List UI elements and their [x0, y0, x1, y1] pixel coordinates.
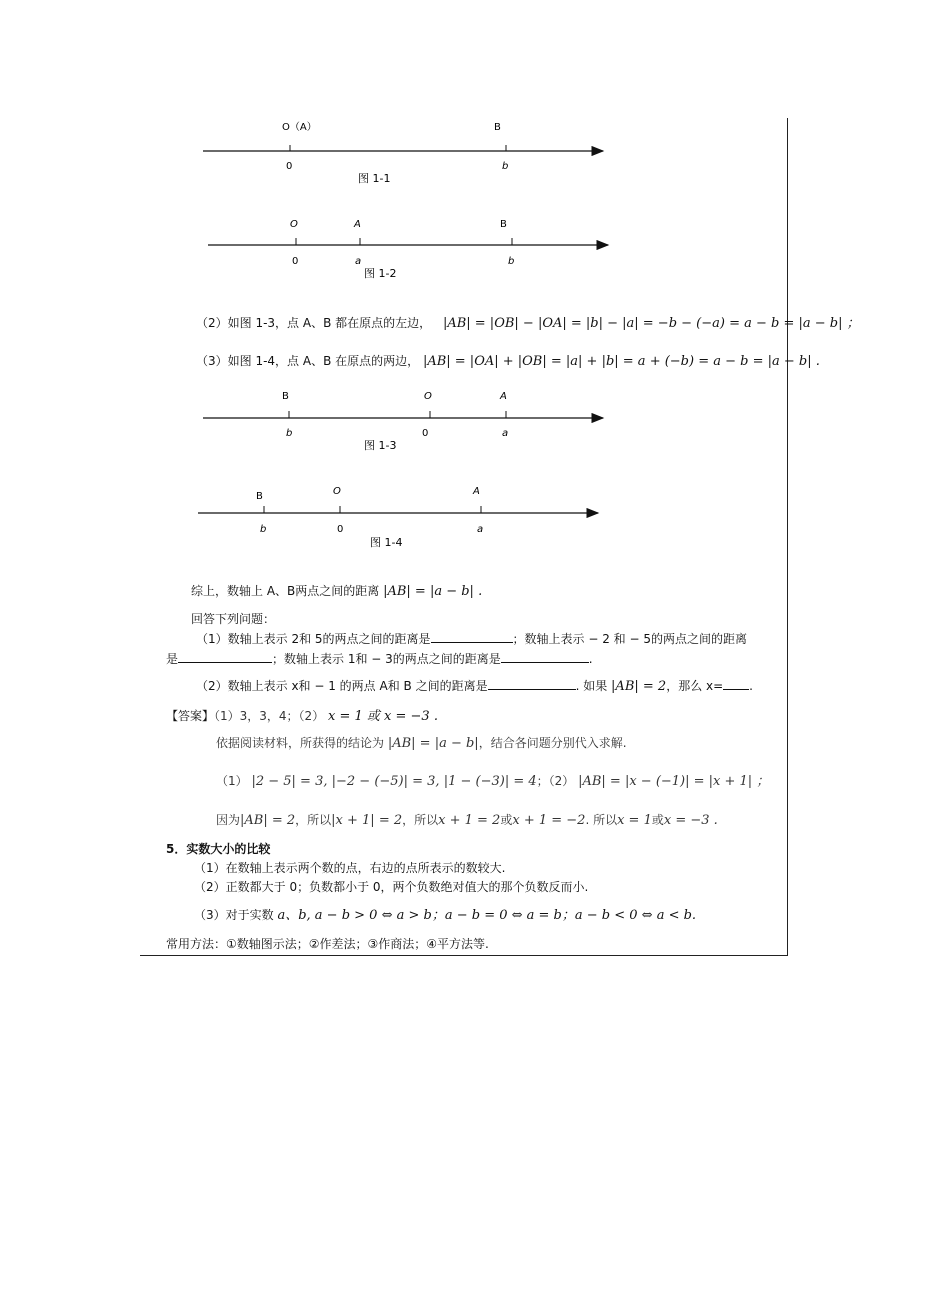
number-line-figures	[0, 0, 927, 600]
questions-intro: 回答下列问题：	[191, 612, 276, 626]
figure-1-4	[198, 486, 598, 549]
answer-calc-2: |AB| = |x − (−1)| = |x + 1| ；	[578, 774, 770, 789]
point-value: a	[502, 428, 509, 439]
because-text: ，所以	[295, 813, 332, 827]
point-value: a	[477, 524, 484, 535]
point-label: A	[473, 486, 480, 497]
point-value: a	[355, 256, 362, 267]
case-3-line	[196, 352, 820, 371]
point-value: 0	[422, 428, 429, 439]
summary-line	[191, 582, 482, 601]
case-2-formula: |AB| = |OB| − |OA| = |b| − |a| = −b − (−a) = a − b = |a − b| ；	[442, 316, 860, 331]
because-text: 因为	[216, 813, 241, 827]
answer-formula: x = 1 或 x = −3 .	[328, 709, 438, 724]
answer-label: 【答案】	[166, 709, 215, 723]
because-formula: x = −3 .	[663, 813, 718, 828]
figure-caption: 图 1-1	[358, 172, 391, 185]
point-label: A	[500, 391, 507, 402]
answer-explain-a: 依据阅读材料，所获得的结论为	[216, 736, 385, 750]
section-5-rule-3	[194, 906, 696, 925]
because-formula: x = 1	[617, 813, 652, 828]
point-value: b	[286, 428, 293, 439]
because-text: ，所以	[402, 813, 439, 827]
point-label: O（A）	[282, 122, 317, 133]
answer-blank[interactable]	[178, 650, 272, 663]
answer-explain-line	[216, 734, 627, 753]
answer-calc-1: |2 − 5| = 3, |−2 − (−5)| = 3, |1 − (−3)| = 4	[251, 774, 537, 789]
point-label: O	[333, 486, 341, 497]
answer-text: （1）3，3，4；（2）	[214, 709, 325, 723]
answer-blank[interactable]	[431, 630, 513, 643]
figure-caption: 图 1-2	[364, 267, 397, 280]
answer-blank[interactable]	[723, 677, 749, 690]
answer-blank[interactable]	[501, 650, 589, 663]
question-1-text-d: ；数轴上表示 1和 − 3的两点之间的距离是	[272, 652, 501, 666]
point-value: b	[260, 524, 267, 535]
question-1-line-2	[166, 650, 593, 668]
figure-1-2	[208, 219, 608, 280]
answer-explain-formula: |AB| = |a − b|	[387, 736, 479, 751]
point-label: B	[494, 122, 501, 133]
because-formula: |x + 1| = 2	[331, 813, 403, 828]
question-1-text-e: .	[588, 652, 593, 666]
section-5-methods: 常用方法：①数轴图示法；②作差法；③作商法；④平方法等.	[166, 937, 489, 951]
question-2-line	[196, 677, 753, 696]
because-formula: x + 1 = 2	[438, 813, 501, 828]
point-value: b	[502, 161, 509, 172]
case-3-formula: |AB| = |OA| + |OB| = |a| + |b| = a + (−b) = a − b = |a − b| .	[422, 354, 820, 369]
figure-caption: 图 1-4	[370, 536, 403, 549]
question-1-line-1	[196, 630, 747, 648]
point-value: 0	[337, 524, 344, 535]
figure-caption: 图 1-3	[364, 439, 397, 452]
answer-line	[166, 707, 438, 726]
page-frame-bottom	[140, 955, 788, 956]
answer-calc-line	[216, 772, 769, 791]
section-5-rule-3-label: （3）对于实数	[194, 908, 278, 922]
answer-calc-1-label: （1）	[216, 774, 248, 788]
point-label: A	[354, 219, 361, 230]
answer-explain-b: ，结合各问题分别代入求解.	[478, 736, 627, 750]
question-2-text-a: （2）数轴上表示 x和 − 1 的两点 A和 B 之间的距离是	[196, 679, 488, 693]
point-label: B	[500, 219, 507, 230]
question-1-text-c: 是	[166, 652, 179, 666]
figure-1-1	[203, 121, 603, 185]
case-2-line	[196, 314, 860, 333]
answer-blank[interactable]	[488, 677, 576, 690]
point-label: B	[282, 391, 289, 402]
figure-1-3	[203, 391, 603, 452]
point-value: 0	[292, 256, 299, 267]
question-1-text-b: ；数轴上表示 − 2 和 − 5的两点之间的距离	[512, 632, 747, 646]
question-2-text-e: .	[749, 679, 753, 693]
case-3-text: （3）如图 1-4，点 A、B 在原点的两边，	[196, 354, 420, 368]
because-text: 或	[651, 813, 664, 827]
question-2-text-d: ，那么 x=	[666, 679, 724, 693]
question-2-formula: |AB| = 2	[611, 679, 667, 694]
summary-formula: |AB| = |a − b| .	[383, 584, 483, 599]
answer-calc-2-label: ；（2）	[536, 774, 575, 788]
point-label: O	[290, 219, 298, 230]
section-5-rule-3-formula: a、b, a − b > 0 ⇔ a > b；a − b = 0 ⇔ a = b；a − b < 0 ⇔ a < b.	[277, 908, 697, 923]
because-formula: x + 1 = −2	[512, 813, 586, 828]
point-label: B	[256, 491, 263, 502]
section-5-title: 5．实数大小的比较	[166, 842, 271, 856]
point-value: 0	[286, 161, 293, 172]
answer-because-line	[216, 811, 718, 830]
section-5-rule-1: （1）在数轴上表示两个数的点，右边的点所表示的数较大.	[194, 861, 506, 875]
point-label: O	[424, 391, 432, 402]
point-value: b	[508, 256, 515, 267]
case-2-text: （2）如图 1-3，点 A、B 都在原点的左边，	[196, 316, 432, 330]
question-2-text-b: . 如果	[575, 679, 608, 693]
because-text: 或	[500, 813, 513, 827]
because-text: . 所以	[585, 813, 618, 827]
question-1-text-a: （1）数轴上表示 2和 5的两点之间的距离是	[196, 632, 431, 646]
summary-text: 综上，数轴上 A、B两点之间的距离	[191, 584, 380, 598]
section-5-rule-2: （2）正数都大于 0；负数都小于 0，两个负数绝对值大的那个负数反而小.	[194, 880, 589, 894]
because-formula: |AB| = 2	[240, 813, 296, 828]
